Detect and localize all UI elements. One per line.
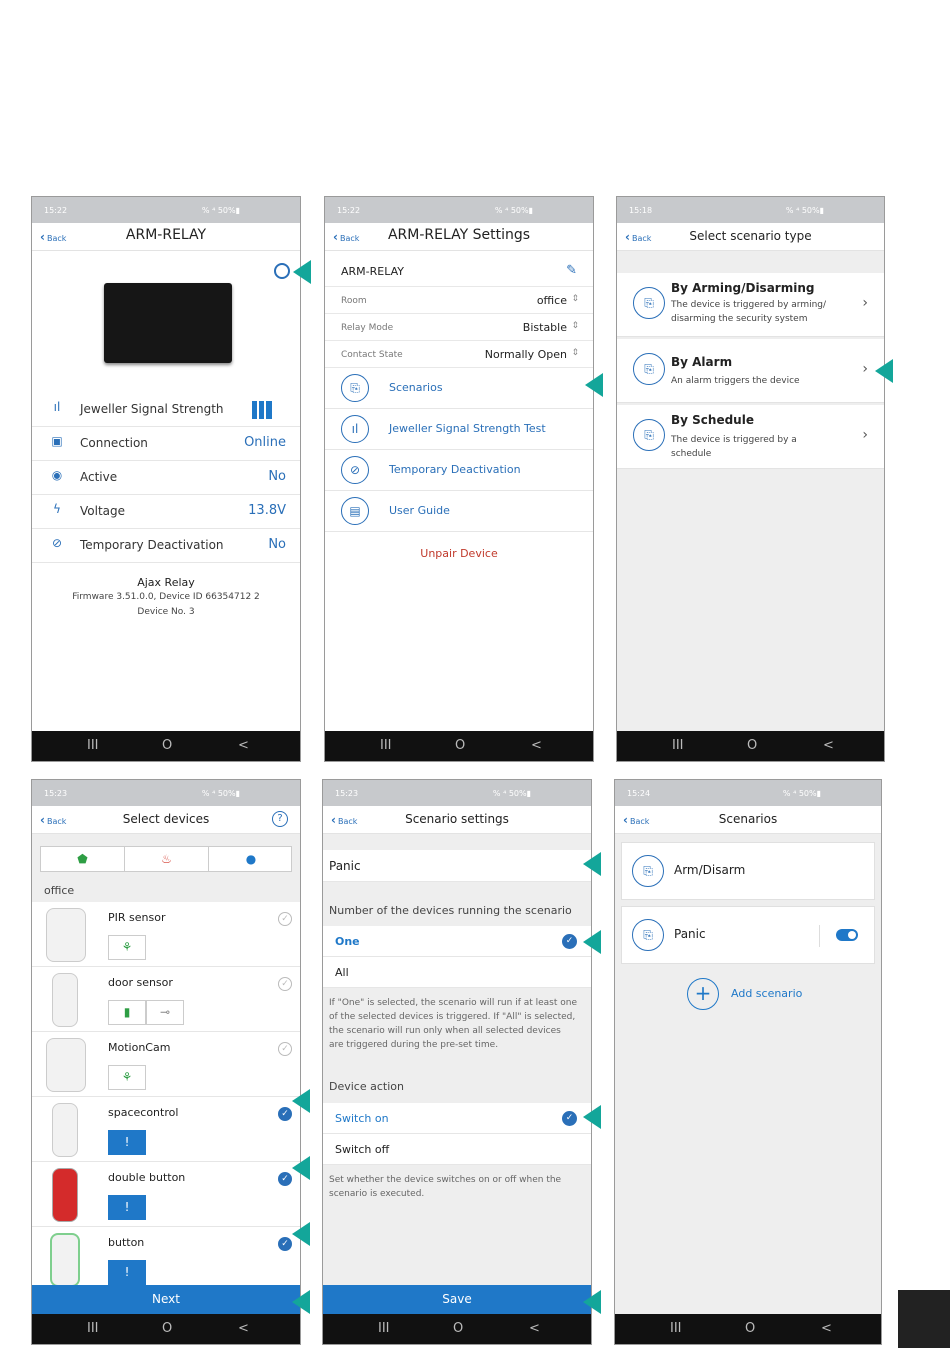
screen-device-status	[31, 196, 301, 762]
device-name: MotionCam	[108, 1041, 171, 1054]
section-label: Device action	[329, 1080, 404, 1093]
device-name: Ajax Relay	[137, 576, 195, 589]
scenario-icon: ⎘	[632, 919, 664, 951]
type-title: By Schedule	[671, 413, 754, 427]
status-signal: % ⁴ 50%▮	[492, 789, 531, 798]
relay-device-image	[104, 283, 232, 363]
option-one[interactable]	[323, 926, 591, 957]
marker-arrow	[875, 359, 893, 383]
chevron-left-icon: ‹	[40, 230, 45, 244]
back-label: Back	[629, 817, 650, 826]
nav-back-button[interactable]: <	[529, 1321, 540, 1336]
device-item[interactable]	[32, 967, 300, 1032]
option-label: Switch off	[335, 1143, 390, 1156]
scenario-name-value: Panic	[329, 859, 361, 873]
row-voltage	[32, 495, 300, 529]
add-scenario-label: Add scenario	[731, 987, 803, 1000]
check-icon: ✓	[562, 934, 577, 949]
status-bar	[615, 780, 881, 806]
setting-value: Bistable	[522, 321, 567, 334]
home-button[interactable]: O	[455, 738, 466, 753]
type-title: By Arming/Disarming	[671, 281, 815, 295]
option-label: Switch on	[335, 1112, 389, 1125]
row-value: Online	[244, 435, 286, 450]
row-temp-deactivation	[32, 529, 300, 563]
checkbox[interactable]: ✓	[278, 977, 292, 991]
home-button[interactable]: O	[162, 1321, 173, 1336]
back-label: Back	[339, 234, 360, 243]
screen-scenario-type	[616, 196, 885, 762]
nav-back-button[interactable]: <	[238, 738, 249, 753]
checkbox-checked[interactable]: ✓	[278, 1172, 292, 1186]
checkbox[interactable]: ✓	[278, 1042, 292, 1056]
menu-temp-deactivation[interactable]	[325, 450, 593, 491]
recent-apps-button[interactable]: III	[670, 1321, 682, 1336]
row-label: Temporary Deactivation	[80, 538, 224, 552]
alarm-exclamation-icon[interactable]: !	[108, 1195, 146, 1220]
status-bar	[617, 197, 884, 223]
status-signal: % ⁴ 50%▮	[494, 206, 533, 215]
status-time: 15:23	[335, 789, 359, 798]
recent-apps-button[interactable]: III	[87, 738, 99, 753]
room-label: office	[44, 884, 75, 897]
chevron-right-icon: ›	[862, 361, 868, 377]
back-label: Back	[631, 234, 652, 243]
type-desc: An alarm triggers the device	[671, 376, 800, 386]
alarm-icon: ⎘	[633, 353, 665, 385]
android-nav-bar	[615, 1314, 881, 1344]
motion-zone-icon[interactable]: ⚘	[108, 1065, 146, 1090]
setting-key: Relay Mode	[341, 323, 394, 333]
row-value: 13.8V	[248, 503, 286, 518]
android-nav-bar	[325, 731, 593, 761]
signal-test-icon: ıl	[341, 415, 369, 443]
monitor-icon: ▣	[51, 434, 63, 448]
pir-sensor-thumbnail	[46, 908, 86, 962]
chevron-right-icon: ›	[862, 295, 868, 311]
device-info	[32, 575, 300, 620]
type-desc: The device is triggered by arming/ disarming the security system	[671, 300, 827, 324]
relay-mode-row[interactable]	[325, 314, 593, 341]
recent-apps-button[interactable]: III	[378, 1321, 390, 1336]
status-bar	[323, 780, 591, 806]
header	[32, 806, 300, 834]
signal-icon: ıl	[53, 400, 61, 414]
menu-label: User Guide	[389, 504, 450, 517]
checkbox-checked[interactable]: ✓	[278, 1237, 292, 1251]
row-label: Jeweller Signal Strength	[80, 402, 224, 416]
menu-scenarios[interactable]	[325, 368, 593, 409]
marker-arrow	[585, 373, 603, 397]
select-arrows-icon: ⇕	[571, 294, 579, 304]
row-label: Voltage	[80, 504, 126, 518]
button-thumbnail	[50, 1233, 80, 1287]
marker-arrow	[292, 1089, 310, 1113]
plus-icon: +	[687, 978, 719, 1010]
firmware-info: Firmware 3.51.0.0, Device ID 66354712 2	[72, 592, 260, 602]
status-time: 15:22	[337, 206, 361, 215]
door-sensor-thumbnail	[52, 973, 78, 1027]
tab-security-shield-icon[interactable]: ⬟	[41, 847, 125, 871]
recent-apps-button[interactable]: III	[87, 1321, 99, 1336]
marker-arrow	[583, 1290, 601, 1314]
alarm-exclamation-icon[interactable]: !	[108, 1260, 146, 1285]
option-switch-on[interactable]	[323, 1103, 591, 1134]
home-button[interactable]: O	[745, 1321, 756, 1336]
recent-apps-button[interactable]: III	[380, 738, 392, 753]
back-label: Back	[46, 817, 67, 826]
toggle-knob	[848, 931, 856, 939]
android-nav-bar	[323, 1314, 591, 1344]
arming-icon: ⎘	[633, 287, 665, 319]
setting-key: Room	[341, 296, 367, 306]
menu-label: Temporary Deactivation	[389, 463, 521, 476]
deactivation-icon: ⊘	[341, 456, 369, 484]
device-number: Device No. 3	[137, 607, 195, 617]
tab-water-drop-icon[interactable]: ●	[245, 852, 257, 866]
marker-arrow	[292, 1156, 310, 1180]
motioncam-thumbnail	[46, 1038, 86, 1092]
help-icon[interactable]: ?	[272, 811, 288, 827]
setting-value: office	[536, 294, 567, 307]
home-button[interactable]: O	[453, 1321, 464, 1336]
divider	[819, 925, 820, 947]
settings-gear-icon[interactable]	[274, 263, 290, 279]
menu-label: Jeweller Signal Strength Test	[389, 422, 546, 435]
recent-apps-button[interactable]: III	[672, 738, 684, 753]
page-title: Select scenario type	[689, 229, 812, 243]
scenario-item[interactable]	[621, 906, 875, 964]
name-row[interactable]	[325, 257, 593, 287]
row-signal	[32, 393, 300, 427]
status-bar	[32, 197, 300, 223]
screen-scenarios-list	[614, 779, 882, 1345]
scenarios-icon: ⎘	[341, 374, 369, 402]
tab-fire-icon[interactable]: ♨	[125, 847, 209, 871]
type-arming[interactable]	[617, 273, 884, 337]
page-title: ARM-RELAY Settings	[387, 227, 531, 243]
unpair-device-button[interactable]: Unpair Device	[420, 547, 498, 560]
type-title: By Alarm	[671, 355, 733, 369]
header	[323, 806, 591, 834]
nav-back-button[interactable]: <	[531, 738, 542, 753]
page-title: ARM-RELAY	[125, 227, 207, 243]
device-item[interactable]	[32, 1162, 300, 1227]
status-time: 15:24	[627, 789, 651, 798]
row-connection	[32, 427, 300, 461]
device-name: double button	[108, 1171, 186, 1184]
header	[615, 806, 881, 834]
next-button[interactable]: Next	[32, 1285, 300, 1314]
double-button-thumbnail	[52, 1168, 78, 1222]
screen-select-devices	[31, 779, 301, 1345]
type-schedule[interactable]	[617, 405, 884, 469]
header	[617, 223, 884, 251]
device-name-field: ARM-RELAY	[341, 265, 404, 278]
status-signal: % ⁴ 50%▮	[782, 789, 821, 798]
device-item[interactable]	[32, 902, 300, 967]
save-button[interactable]: Save	[323, 1285, 591, 1314]
count-note: If "One" is selected, the scenario will run if at least one of the selected devices is triggered. If "All" is selected, the scenario will run only when all selected devices are triggered during the pre-set time.	[329, 998, 578, 1050]
chevron-left-icon: ‹	[625, 230, 630, 244]
chevron-left-icon: ‹	[623, 813, 628, 827]
row-label: Connection	[80, 436, 148, 450]
row-value: No	[268, 537, 286, 552]
chevron-left-icon: ‹	[40, 813, 45, 827]
pencil-icon[interactable]: ✎	[566, 263, 577, 278]
nav-back-button[interactable]: <	[823, 738, 834, 753]
type-desc: The device is triggered by a schedule	[671, 435, 797, 459]
scenario-toggle[interactable]	[836, 929, 858, 941]
document-icon: ▤	[341, 497, 369, 525]
deactivation-icon: ⊘	[51, 536, 63, 550]
menu-signal-test[interactable]	[325, 409, 593, 450]
device-item[interactable]	[32, 1032, 300, 1097]
device-name: spacecontrol	[108, 1106, 179, 1119]
device-item[interactable]	[32, 1097, 300, 1162]
marker-arrow	[583, 930, 601, 954]
menu-label: Scenarios	[389, 381, 443, 394]
marker-arrow	[293, 260, 311, 284]
select-arrows-icon: ⇕	[571, 321, 579, 331]
action-note: Set whether the device switches on or off when the scenario is executed.	[329, 1175, 562, 1199]
nav-back-button[interactable]: <	[821, 1321, 832, 1336]
chevron-right-icon: ›	[862, 427, 868, 443]
home-button[interactable]: O	[162, 738, 173, 753]
contact-state-row[interactable]	[325, 341, 593, 368]
status-signal: % ⁴ 50%▮	[201, 789, 240, 798]
device-name: PIR sensor	[108, 911, 166, 924]
door-open-icon[interactable]: ▮	[108, 1000, 146, 1025]
android-nav-bar	[32, 1314, 300, 1344]
toggle-icon: ◉	[51, 468, 63, 482]
nav-back-button[interactable]: <	[238, 1321, 249, 1336]
device-name: door sensor	[108, 976, 173, 989]
room-row[interactable]	[325, 287, 593, 314]
option-label: One	[335, 935, 360, 948]
setting-key: Contact State	[341, 350, 403, 360]
scenario-icon: ⎘	[632, 855, 664, 887]
android-nav-bar	[617, 731, 884, 761]
menu-user-guide[interactable]	[325, 491, 593, 532]
android-nav-bar	[32, 731, 300, 761]
add-scenario-button[interactable]	[687, 978, 857, 1012]
tilt-icon[interactable]: ⊸	[146, 1000, 184, 1025]
chevron-left-icon: ‹	[331, 813, 336, 827]
motion-zone-icon[interactable]: ⚘	[108, 935, 146, 960]
status-time: 15:23	[44, 789, 68, 798]
checkbox[interactable]: ✓	[278, 912, 292, 926]
row-active	[32, 461, 300, 495]
page-corner-tab	[898, 1290, 950, 1348]
header	[325, 223, 593, 251]
setting-value: Normally Open	[484, 348, 567, 361]
option-switch-off[interactable]	[323, 1134, 591, 1165]
header	[32, 223, 300, 251]
device-name: button	[108, 1236, 145, 1249]
lightning-icon: ϟ	[53, 502, 61, 516]
scenario-name-field[interactable]	[323, 850, 591, 882]
row-value: No	[268, 469, 286, 484]
option-label: All	[335, 966, 349, 979]
check-icon: ✓	[562, 1111, 577, 1126]
status-bar	[32, 780, 300, 806]
page-title: Select devices	[122, 812, 210, 826]
page-title: Scenario settings	[405, 812, 509, 826]
status-bar	[325, 197, 593, 223]
filter-tabs	[40, 846, 292, 872]
marker-arrow	[583, 852, 601, 876]
screen-scenario-settings	[322, 779, 592, 1345]
schedule-icon: ⎘	[633, 419, 665, 451]
marker-arrow	[583, 1105, 601, 1129]
back-label: Back	[46, 234, 67, 243]
status-signal: % ⁴ 50%▮	[785, 206, 824, 215]
spacecontrol-thumbnail	[52, 1103, 78, 1157]
scenario-name: Panic	[674, 927, 706, 941]
status-time: 15:22	[44, 206, 68, 215]
marker-arrow	[292, 1222, 310, 1246]
marker-arrow	[292, 1290, 310, 1314]
back-label: Back	[337, 817, 358, 826]
scenario-item[interactable]	[621, 842, 875, 900]
type-alarm[interactable]	[617, 339, 884, 403]
chevron-left-icon: ‹	[333, 230, 338, 244]
section-label: Number of the devices running the scenario	[329, 904, 572, 917]
row-label: Active	[80, 470, 118, 484]
checkbox-checked[interactable]: ✓	[278, 1107, 292, 1121]
select-arrows-icon: ⇕	[571, 348, 579, 358]
status-signal: % ⁴ 50%▮	[201, 206, 240, 215]
device-item[interactable]	[32, 1227, 300, 1292]
option-all[interactable]	[323, 957, 591, 988]
alarm-exclamation-icon[interactable]: !	[108, 1130, 146, 1155]
page-title: Scenarios	[718, 812, 778, 826]
home-button[interactable]: O	[747, 738, 758, 753]
screen-relay-settings	[324, 196, 594, 762]
scenario-name: Arm/Disarm	[674, 863, 746, 877]
status-time: 15:18	[629, 206, 653, 215]
signal-bars-icon	[252, 401, 272, 419]
